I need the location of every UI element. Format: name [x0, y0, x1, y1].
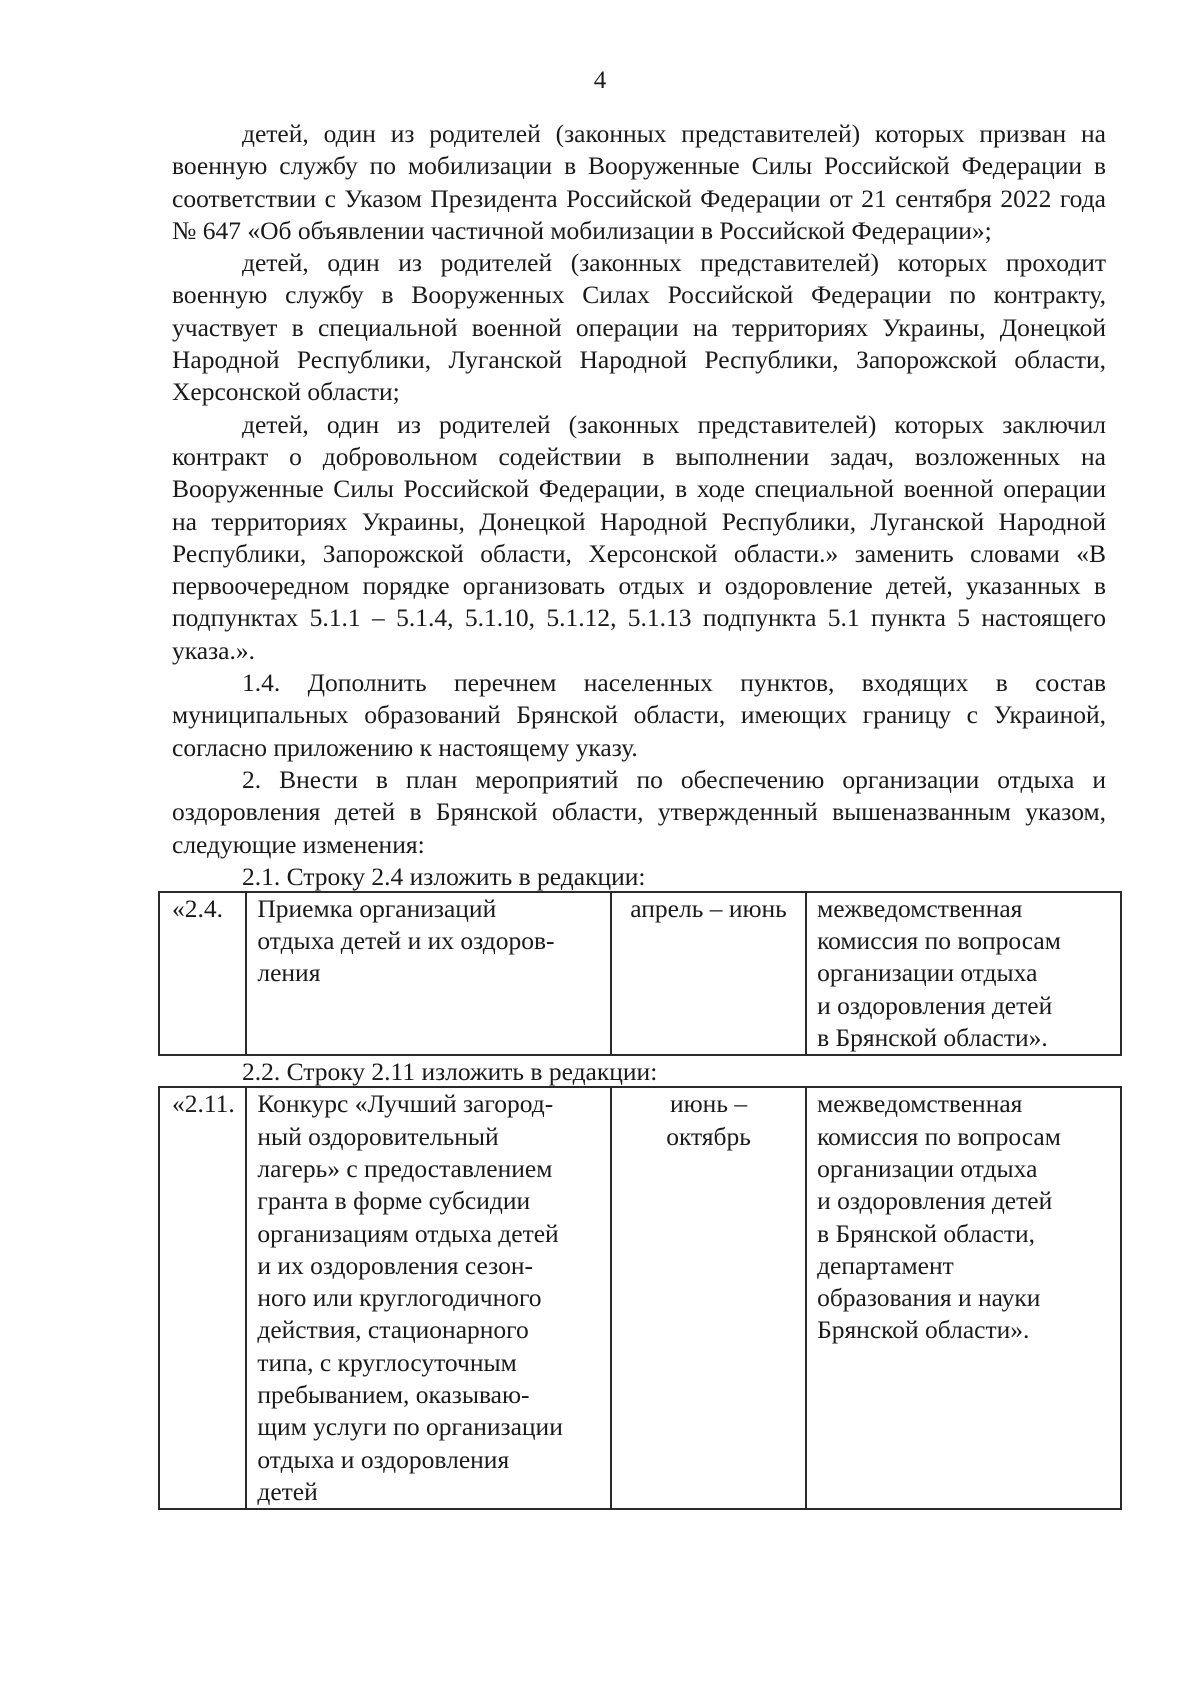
document-body	[172, 118, 1106, 1510]
amendment-table-row-2-11	[158, 1086, 1122, 1510]
period-cell	[611, 1087, 806, 1509]
cell-line: щим услуги по организации	[257, 1412, 563, 1442]
cell-line: июнь –	[669, 1089, 748, 1119]
amendment-table-row-2-4	[158, 891, 1122, 1056]
paragraph-mobilized-parents: детей, один из родителей (законных представителей) которых призван на военную службу по мобилизации в Вооруженные Силы Российской Федерации в соответствии с Указом Президента Российской Федерации от 21 сентября 2022 года № 647 «Об объявлении частичной мобилизации в Российской Федерации»;	[172, 119, 1106, 245]
table-row	[159, 1087, 1121, 1509]
cell-line: отдыха детей и их оздоров-	[257, 926, 555, 956]
table-row	[159, 892, 1121, 1055]
cell-line: межведомственная	[817, 893, 1023, 923]
cell-line: и оздоровления детей	[817, 990, 1053, 1020]
cell-line: комиссия по вопросам	[817, 926, 1061, 956]
period-cell	[611, 892, 806, 1055]
cell-line: ный оздоровительный	[257, 1121, 499, 1151]
paragraph-plan-changes: 2. Внести в план мероприятий по обеспечению организации отдыха и оздоровления детей в Брянской области, утвержденный вышеназванным указом, следующие изменения:	[172, 764, 1106, 859]
cell-line: и оздоровления детей	[817, 1186, 1053, 1216]
paragraph-settlements-list: 1.4. Дополнить перечнем населенных пунктов, входящих в состав муниципальных образований Брянской области, имеющих границу с Украиной, согласно приложению к настоящему указу.	[172, 668, 1106, 762]
cell-line: пребыванием, оказываю-	[257, 1379, 530, 1409]
cell-line: межведомственная	[817, 1089, 1023, 1119]
event-cell	[246, 1087, 611, 1509]
event-cell	[246, 892, 611, 1055]
cell-line: детей	[257, 1476, 318, 1506]
cell-line: Конкурс «Лучший загород-	[257, 1089, 554, 1119]
cell-line: департамент	[817, 1250, 954, 1280]
amendment-caption-2-1: 2.1. Строку 2.4 изложить в редакции:	[242, 861, 646, 891]
paragraph-contract-parents: детей, один из родителей (законных представителей) которых проходит военную службу в Вооруженных Силах Российской Федерации по контракту, участвует в специальной военной операции на территориях Украины, Донецкой Народной Республики, Луганской Народной Республики, Запорожской области, Херсонской области;	[172, 248, 1106, 407]
cell-line: и их оздоровления сезон-	[257, 1250, 533, 1280]
responsible-cell	[806, 1087, 1121, 1509]
cell-line: организации отдыха	[817, 1153, 1038, 1183]
cell-line: действия, стационарного	[257, 1315, 529, 1345]
cell-line: апрель – июнь	[630, 893, 787, 923]
row-number-cell: «2.11.	[159, 1087, 246, 1509]
cell-line: гранта в форме субсидии	[257, 1186, 531, 1216]
cell-line: Брянской области».	[817, 1315, 1030, 1345]
page-number: 4	[593, 67, 607, 94]
cell-line: организациям отдыха детей	[257, 1218, 559, 1248]
cell-line: отдыха и оздоровления	[257, 1444, 510, 1474]
cell-line: типа, с круглосуточным	[257, 1347, 517, 1377]
cell-line: октябрь	[666, 1121, 751, 1151]
cell-line: в Брянской области,	[817, 1218, 1036, 1248]
cell-line: образования и науки	[817, 1283, 1041, 1313]
cell-line: лагерь» с предоставлением	[257, 1153, 553, 1183]
row-number-cell: «2.4.	[159, 892, 246, 1055]
cell-line: комиссия по вопросам	[817, 1121, 1061, 1151]
paragraph-volunteer-parents: детей, один из родителей (законных представителей) которых заключил контракт о добровольном содействии в выполнении задач, возложенных на Вооруженные Силы Российской Федерации, в ходе специальной военной операции на территориях Украины, Донецкой Народной Республики, Луганской Народной Республики, Запорожской области, Херсонской области.» заменить словами «В первоочередном порядке организовать отдых и оздоровление детей, указанных в подпунктах 5.1.1 – 5.1.4, 5.1.10, 5.1.12, 5.1.13 подпункта 5.1 пункта 5 настоящего указа.».	[172, 409, 1106, 665]
cell-line: организации отдыха	[817, 958, 1038, 988]
responsible-cell	[806, 892, 1121, 1055]
cell-line: ного или круглогодичного	[257, 1283, 542, 1313]
cell-line: Приемка организаций	[257, 893, 497, 923]
cell-line: в Брянской области».	[817, 1023, 1048, 1053]
amendment-caption-2-2: 2.2. Строку 2.11 изложить в редакции:	[242, 1057, 658, 1087]
cell-line: ления	[257, 958, 321, 988]
